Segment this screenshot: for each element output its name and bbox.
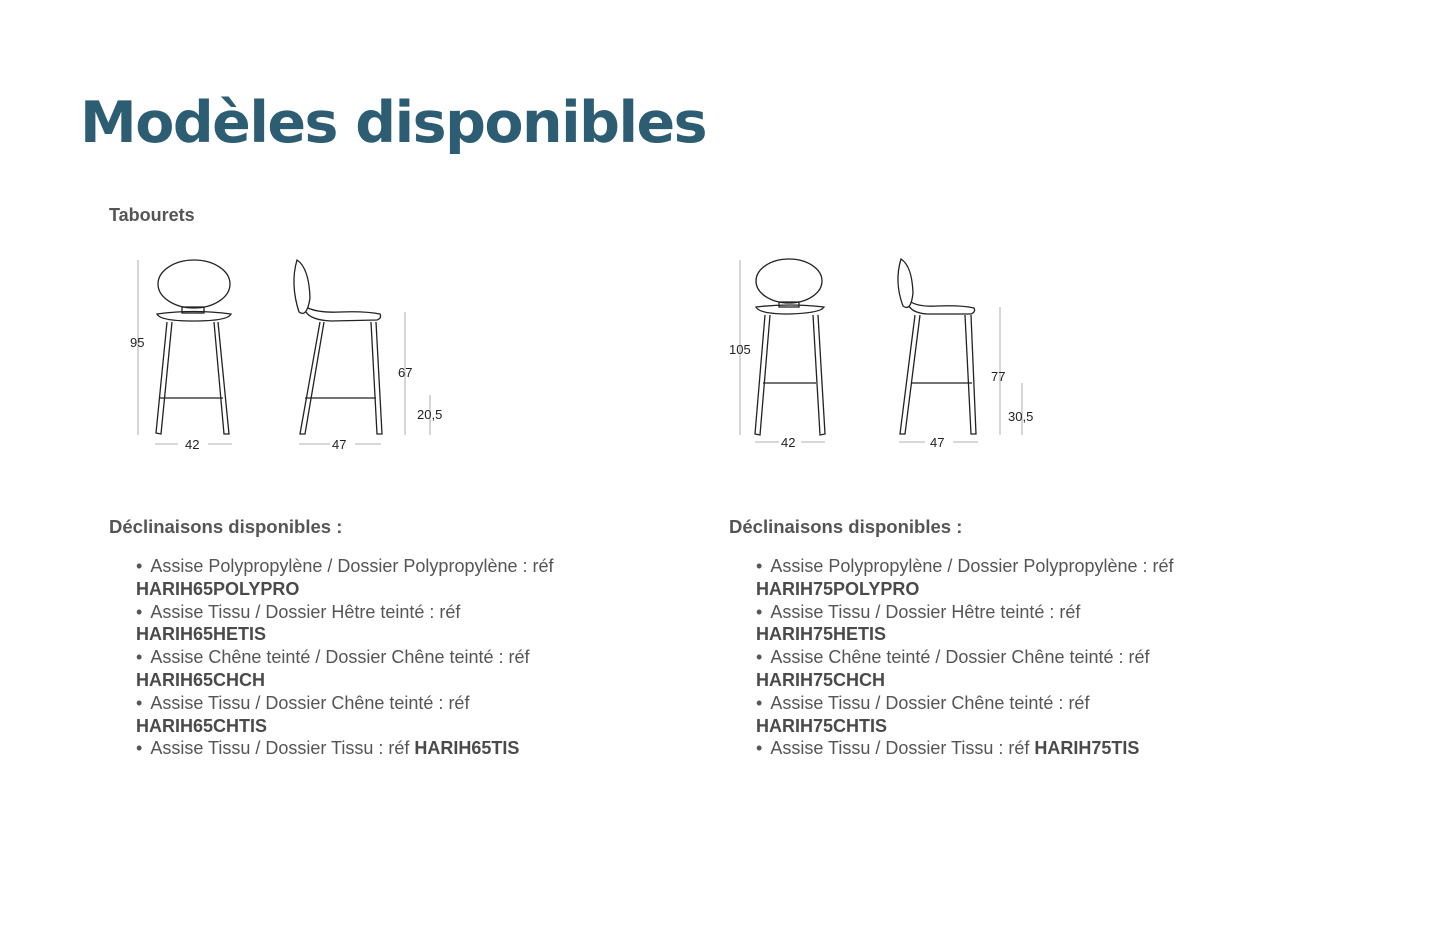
- dim-height-label: 95: [130, 335, 145, 350]
- list-item: [136, 692, 579, 738]
- dim-seat-height-label: 77: [991, 369, 1006, 384]
- list-item: [136, 646, 579, 692]
- page-title: Modèles disponibles: [80, 90, 707, 156]
- variant-label: Assise Tissu / Dossier Tissu : réf: [150, 738, 410, 759]
- variant-ref: HARIH65POLYPRO: [136, 578, 300, 599]
- variant-ref: HARIH75CHTIS: [756, 715, 888, 736]
- bullet: •: [136, 647, 143, 668]
- dim-footrest-height-label: 30,5: [1008, 409, 1034, 424]
- stool-65-side-drawing: [285, 250, 455, 460]
- variant-ref: HARIH75TIS: [1034, 738, 1140, 759]
- bullet: •: [756, 692, 763, 713]
- variant-label: Assise Tissu / Dossier Hêtre teinté : réf: [150, 601, 461, 622]
- bullet: •: [756, 647, 763, 668]
- bullet: •: [136, 692, 143, 713]
- list-item: [756, 646, 1199, 692]
- variants-heading: Déclinaisons disponibles :: [729, 516, 963, 537]
- stool-75-side-drawing: [885, 250, 1055, 460]
- variant-ref: HARIH65HETIS: [136, 624, 267, 645]
- variant-label: Assise Chêne teinté / Dossier Chêne teinté : réf: [770, 647, 1150, 668]
- variants-list: [109, 555, 579, 760]
- dim-seat-height-label: 67: [398, 365, 413, 380]
- bullet: •: [756, 556, 763, 576]
- variant-ref: HARIH75HETIS: [756, 624, 887, 645]
- variant-ref: HARIH75CHCH: [756, 669, 886, 690]
- dim-width-label: 42: [781, 435, 796, 450]
- variants-block-75: [729, 516, 1199, 760]
- variant-label: Assise Tissu / Dossier Hêtre teinté : réf: [770, 601, 1081, 622]
- list-item: [136, 737, 579, 760]
- dim-height-label: 105: [729, 342, 751, 357]
- list-item: [136, 601, 579, 647]
- bullet: •: [136, 601, 143, 622]
- variant-label: Assise Polypropylène / Dossier Polypropylène : réf: [150, 556, 554, 576]
- dim-width-label: 47: [332, 437, 347, 452]
- stool-65-front-drawing: [120, 250, 260, 460]
- variant-ref: HARIH65TIS: [414, 738, 520, 759]
- variants-heading: Déclinaisons disponibles :: [109, 516, 343, 537]
- bullet: •: [136, 738, 143, 759]
- variants-block-65: [109, 516, 579, 760]
- variant-label: Assise Polypropylène / Dossier Polypropylène : réf: [770, 556, 1174, 576]
- dim-width-label: 47: [930, 435, 945, 450]
- dim-width-label: 42: [185, 437, 200, 452]
- variants-list: [729, 555, 1199, 760]
- list-item: [136, 555, 579, 601]
- list-item: [756, 601, 1199, 647]
- bullet: •: [756, 738, 763, 759]
- bullet: •: [756, 601, 763, 622]
- section-label-tabourets: Tabourets: [109, 205, 195, 225]
- list-item: [756, 692, 1199, 738]
- variant-label: Assise Chêne teinté / Dossier Chêne teinté : réf: [150, 647, 530, 668]
- variant-label: Assise Tissu / Dossier Chêne teinté : réf: [150, 692, 470, 713]
- list-item: [756, 737, 1199, 760]
- variant-label: Assise Tissu / Dossier Tissu : réf: [770, 738, 1030, 759]
- dim-footrest-height-label: 20,5: [417, 407, 443, 422]
- list-item: [756, 555, 1199, 601]
- variant-ref: HARIH75POLYPRO: [756, 578, 920, 599]
- stool-75-front-drawing: [725, 250, 865, 460]
- variant-label: Assise Tissu / Dossier Chêne teinté : réf: [770, 692, 1090, 713]
- bullet: •: [136, 556, 143, 576]
- variant-ref: HARIH65CHTIS: [136, 715, 268, 736]
- variant-ref: HARIH65CHCH: [136, 669, 266, 690]
